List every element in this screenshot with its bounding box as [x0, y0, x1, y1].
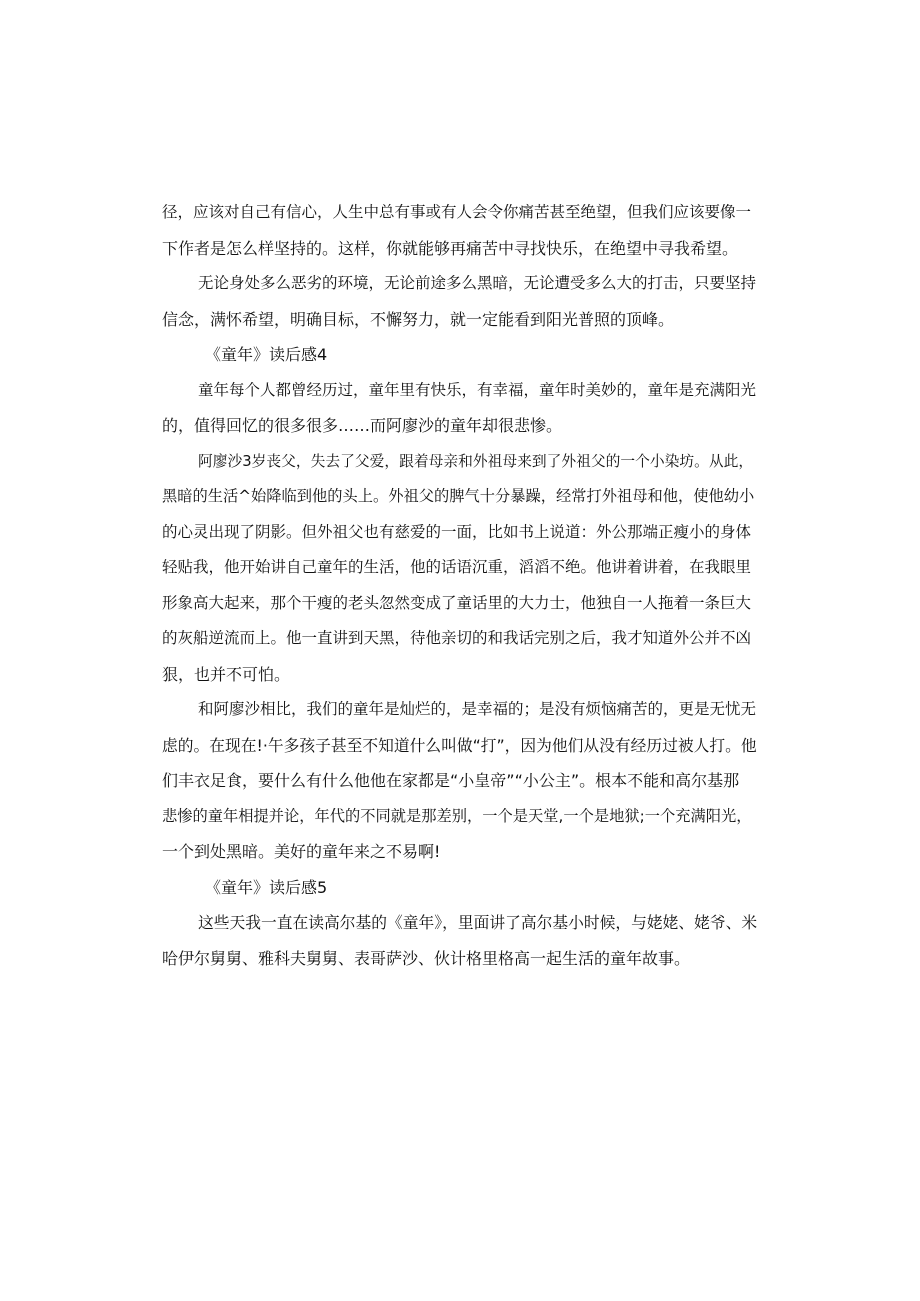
section-heading: 《童年》读后感5	[205, 877, 328, 897]
text-line: 童年每个人都曾经历过，童年里有快乐，有幸福，童年时美妙的，童年是充满阳光	[198, 380, 757, 399]
text-line: 径，应该对自己有信心，人生中总有事或有人会令你痛苦甚至绝望，但我们应该要像一	[162, 203, 752, 221]
text-line: 虑的。在现在!·午多孩子甚至不知道什么叫做“打”，因为他们从没有经历过被人打。他	[162, 735, 757, 755]
text-line: 轻贴我，他开始讲自己童年的生活，他的话语沉重，滔滔不绝。他讲着讲着，在我眼里	[162, 558, 752, 576]
text-line: 这些天我一直在读高尔基的《童年》，里面讲了高尔基小时候，与姥姥、姥爷、米	[198, 913, 758, 932]
text-line: 信念，满怀希望，明确目标，不懈努力，就一定能看到阳光普照的顶峰。	[162, 309, 675, 329]
text-line: 狠，也并不可怕。	[162, 664, 291, 684]
text-line: 下作者是怎么样坚持的。这样，你就能够再痛苦中寻找快乐，在绝望中寻我希望。	[162, 238, 739, 258]
text-line: 的，值得回忆的很多很多……而阿廖沙的童年却很悲惨。	[162, 416, 563, 435]
text-line: 的灰船逆流而上。他一直讲到天黑，待他亲切的和我话完别之后，我才知道外公并不凶	[162, 629, 752, 647]
text-line: 形象高大起来，那个干瘦的老头忽然变成了童话里的大力士，他独自一人拖着一条巨大	[162, 593, 752, 612]
text-line: 哈伊尔舅舅、雅科夫舅舅、表哥萨沙、伙计格里格高一起生活的童年故事。	[162, 948, 691, 968]
text-line: 们丰衣足食，要什么有什么他他在家都是“小皇帝”“小公主”。根本不能和高尔基那	[162, 771, 740, 790]
text-line: 和阿廖沙相比，我们的童年是灿烂的，是幸福的；是没有烦恼痛苦的，更是无忧无	[198, 700, 757, 718]
text-line: 黑暗的生活^始降临到他的头上。外祖父的脾气十分暴躁，经常打外祖母和他，使他幼小	[162, 487, 755, 505]
text-line: 无论身处多么恶劣的环境，无论前途多么黑暗，无论遭受多么大的打击，只要坚持	[198, 274, 757, 292]
section-heading: 《童年》读后感4	[205, 345, 328, 364]
text-line: 悲惨的童年相提并论，年代的不同就是那差别，一个是天堂,一个是地狱;一个充满阳光，	[162, 806, 752, 825]
text-line: 的心灵出现了阴影。但外祖父也有慈爱的一面，比如书上说道：外公那端正瘦小的身体	[162, 522, 752, 541]
text-line: 阿廖沙3岁丧父，失去了父爱，跟着母亲和外祖母来到了外祖父的一个小染坊。从此，	[198, 452, 754, 470]
document-body	[162, 195, 758, 976]
text-line: 一个到处黑暗。美好的童年来之不易啊!	[162, 842, 441, 861]
